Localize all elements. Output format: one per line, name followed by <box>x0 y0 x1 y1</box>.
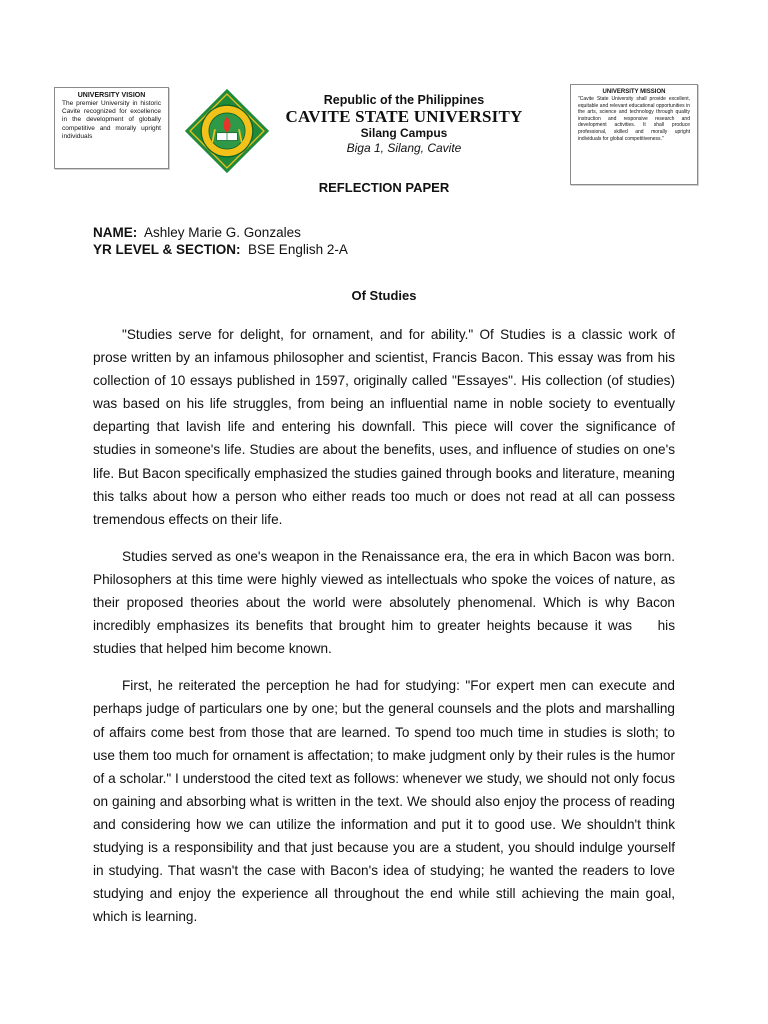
essay-title: Of Studies <box>351 288 417 303</box>
student-info <box>93 224 348 258</box>
mission-title: UNIVERSITY MISSION <box>602 89 666 95</box>
campus-name: Silang Campus <box>360 126 448 140</box>
name-label: NAME: <box>93 225 138 240</box>
university-mission-box <box>570 84 698 185</box>
republic-line: Republic of the Philippines <box>323 93 485 107</box>
campus-address: Biga 1, Silang, Cavite <box>346 141 462 155</box>
university-vision-box <box>54 87 169 169</box>
level-value: BSE English 2-A <box>248 242 348 257</box>
level-label: YR LEVEL & SECTION: <box>93 242 241 257</box>
essay-paragraph: First, he reiterated the perception he had for studying: "For expert men can execute and perhaps judge of particulars one by one; but the general counsels and the plots and marshalling of affairs come best from those that are learned. To spend too much time in studies is sloth; to use them too much for ornament is affectation; to make judgment only by their rules is the humor of a scholar." I understood the cited text as follows: whenever we study, we should not only focus on gaining and absorbing what is written in the text. We should also enjoy the process of reading and considering how we can utilize the information and put it to good use. We shouldn't think studying is a responsibility and that just because you are a student, you should indulge yourself in studying. That wasn't the case with Bacon's idea of studying; he wanted the readers to love studying and enjoy the experience all throughout the end while still achieving the main goal, which is learning. <box>93 678 675 925</box>
document-title: REFLECTION PAPER <box>318 180 450 195</box>
name-value: Ashley Marie G. Gonzales <box>144 225 301 240</box>
university-seal-logo <box>184 88 270 174</box>
name-row <box>93 224 348 241</box>
mission-text: "Cavite State University shall provide excellent, equitable and relevant educational opportunities in the arts, science and technology through quality instruction and responsive research and development activities. It shall produce professional, skilled and morally upright individuals for global competitiveness." <box>578 96 690 142</box>
university-name: CAVITE STATE UNIVERSITY <box>285 107 523 126</box>
essay-paragraph: "Studies serve for delight, for ornament, and for ability." Of Studies is a classic work of prose written by an infamous philosopher and scientist, Francis Bacon. This essay was from his collection of 10 essays published in 1597, originally called "Essayes". His collection (of studies) was based on his life struggles, from being an influential name in noble society to eventually departing that lavish life and entering his downfall. This piece will cover the significance of studies in someone's life. Studies are about the benefits, uses, and influence of studies on one's life. But Bacon specifically emphasized the studies gained through books and literature, meaning this talks about how a person who either reads too much or does not read at all can possess tremendous effects on their life. <box>93 327 675 527</box>
university-header <box>270 92 538 156</box>
essay-body <box>93 323 679 942</box>
vision-text: The premier University in historic Cavite recognized for excellence in the development of globally competitive and morally upright individuals <box>62 100 161 140</box>
essay-paragraph: Studies served as one's weapon in the Renaissance era, the era in which Bacon was born. Philosophers at this time were highly viewed as intellectuals who spoke the voices of nature, as their proposed theories about the world were absolutely phenomenal. Which is why Bacon incredibly emphasizes its benefits that brought him to greater heights because it was his studies that helped him become known. <box>93 548 679 657</box>
vision-title: UNIVERSITY VISION <box>77 92 146 99</box>
level-row <box>93 241 348 258</box>
